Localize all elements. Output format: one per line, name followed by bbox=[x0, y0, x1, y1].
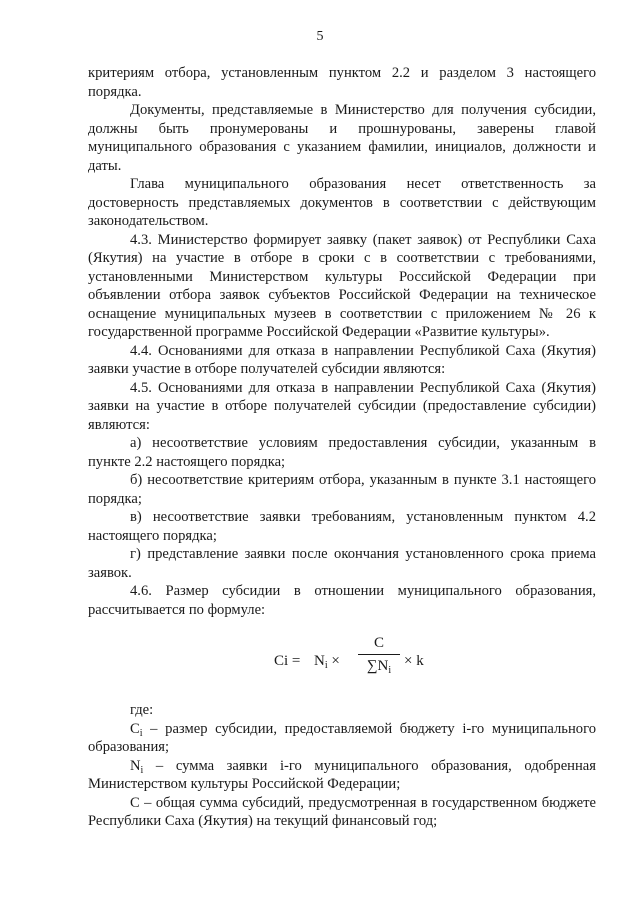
definition-ci: $С_i$ – размер субсидии, предоставляемой бюджету i-го муниципального образования; bbox=[88, 720, 596, 755]
formula-lhs: Ci = bbox=[274, 653, 301, 669]
formula-fraction bbox=[358, 633, 400, 676]
fraction-bar bbox=[358, 654, 400, 655]
formula-denominator: $\sum N_i$ bbox=[366, 658, 392, 676]
where-label: где: bbox=[130, 702, 154, 718]
paragraph-4-3: 4.3. Министерство формирует заявку (пакет заявок) от Республики Саха (Якутия) на участие в отборе в сроки с в соответствии с требованиями, установленными Министерством культуры Российской Федерации при объявлении отбора заявок субъектов Российской Федерации на техническое оснащение муниципальных музеев в соответствии с приложением № 26 к государственной программе Российской Федерации «Развитие культуры». bbox=[88, 231, 596, 340]
paragraph: Глава муниципального образования несет ответственность за достоверность представляемых документов в соответствии с действующим законодательством. bbox=[88, 176, 596, 229]
list-item-a: а) несоответствие условиям предоставления субсидии, указанным в пункте 2.2 настоящего порядка; bbox=[88, 435, 596, 470]
paragraph: критериям отбора, установленным пунктом 2.2 и разделом 3 настоящего порядка. bbox=[88, 65, 596, 100]
list-item-c: в) несоответствие заявки требованиям, установленным пунктом 4.2 настоящего порядка; bbox=[88, 509, 596, 544]
subsidy-formula bbox=[88, 633, 596, 695]
paragraph: Документы, представляемые в Министерство для получения субсидии, должны быть пронумерованы и прошнурованы, заверены главой муниципального образования с указанием фамилии, инициалов, должности и даты. bbox=[88, 102, 596, 174]
list-item-b: б) несоответствие критериям отбора, указанным в пункте 3.1 настоящего порядка; bbox=[88, 472, 596, 507]
formula-ni: $N_i$ × bbox=[314, 653, 340, 671]
definition-c: С – общая сумма субсидий, предусмотренная в государственном бюджете Республики Саха (Якутия) на текущий финансовый год; bbox=[88, 794, 596, 829]
paragraph-4-6: 4.6. Размер субсидии в отношении муниципального образования, рассчитывается по формуле: bbox=[88, 583, 596, 618]
paragraph-4-5: 4.5. Основаниями для отказа в направлении Республикой Саха (Якутия) заявки на участие в отборе получателей субсидии (предоставление субсидии) являются: bbox=[88, 379, 596, 433]
formula-rhs: × k bbox=[404, 653, 424, 669]
formula-numerator: С bbox=[373, 635, 384, 651]
page-number: 5 bbox=[316, 29, 324, 44]
list-item-d: г) представление заявки после окончания установленного срока приема заявок. bbox=[88, 546, 596, 581]
definition-ni: $N_i$ – сумма заявки i-го муниципального образования, одобренная Министерством культуры Российской Федерации; bbox=[88, 757, 596, 792]
paragraph-4-4: 4.4. Основаниями для отказа в направлении Республикой Саха (Якутия) заявки участие в отборе получателей субсидии являются: bbox=[88, 342, 596, 377]
page-content bbox=[88, 64, 596, 831]
